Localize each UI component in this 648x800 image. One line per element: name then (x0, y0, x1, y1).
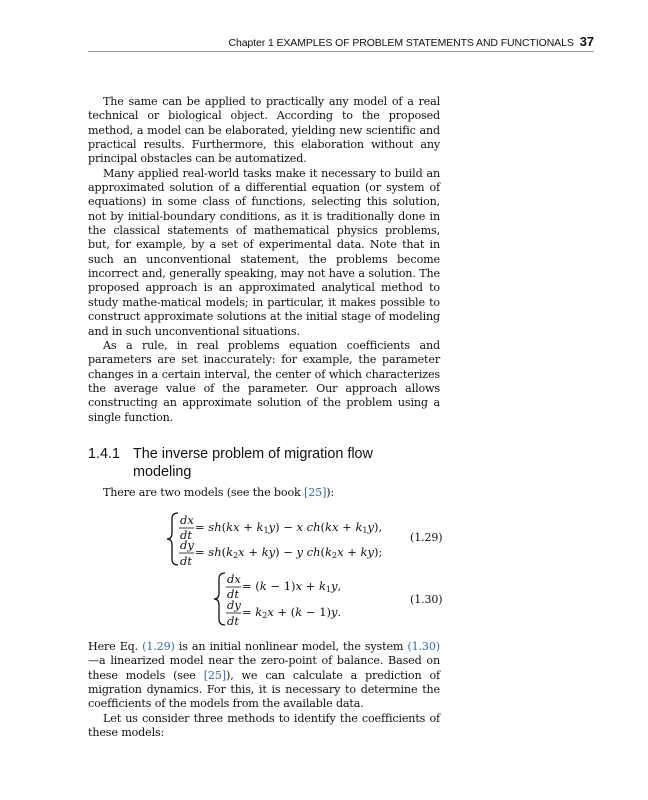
paragraph-1: The same can be applied to practically any model of a real technical or biological object. According to the proposed method, a model can be elaborated, yielding new scientific and practical results. Furthermore, this elaboration without any principal obstacles can be automatized. (88, 95, 440, 166)
running-head-chapter: Chapter 1 EXAMPLES OF PROBLEM STATEMENTS AND FUNCTIONALS (228, 37, 574, 49)
paragraph-3: As a rule, in real problems equation coefficients and parameters are set inaccurately: for example, the parameter changes in a certain interval, the center of which characterizes the average value of the parameter. Our approach allows constructing an approximate solution of the problem using a single function. (88, 338, 440, 424)
equation-number-1-29: (1.29) (410, 531, 443, 544)
paragraph-after-equations (88, 640, 440, 712)
left-brace-1-29 (167, 513, 178, 565)
equation-link-1-30[interactable]: (1.30) (407, 640, 440, 653)
after-eq-text-d: ), we can calculate a prediction of migration dynamics. For this, it is necessary to determine the coefficients of the models from the available data. (88, 668, 440, 711)
equation-number-1-30: (1.30) (410, 593, 443, 606)
body-text-final (88, 712, 440, 741)
after-eq-text-a: Here Eq. (88, 640, 143, 653)
page-number: 37 (579, 34, 594, 49)
reference-link-25[interactable]: [25] (304, 486, 327, 499)
paragraph-methods: Let us consider three methods to identify the coefficients of these models: (88, 712, 440, 740)
reference-link-25-b[interactable]: [25] (203, 668, 226, 682)
section-title: The inverse problem of migration flow modeling (133, 446, 373, 480)
eq2-line1-rhs: = (k − 1)x + k1y, (242, 579, 342, 594)
eq1-line2-rhs: = sh(k2x + ky) − y ch(k2x + ky); (195, 545, 383, 560)
after-eq-text-b: is an initial nonlinear model, the system (174, 640, 408, 653)
eq2-dx: dx (227, 572, 241, 586)
eq2-dy: dy (227, 598, 241, 612)
equation-1-30 (214, 572, 341, 628)
eq1-line1-rhs: = sh(kx + k1y) − x ch(kx + k1y), (195, 520, 383, 535)
after-eq-text-c: —a linearized model near the zero-point of balance. Based on these models (see (88, 654, 440, 682)
paragraph-2: Many applied real-world tasks make it necessary to build an approximated solution of a differential equation (or system of equations) in some class of functions, selecting this solution, not by initial-boundary conditions, as it is traditionally done in the classical statements of mathematical physics problems, but, for example, by a set of experimental data. Note that in such an unconventional statement, the problems become incorrect and, generally speaking, may not have a solution. The proposed approach is an approximated analytical method to study mathe-matical models; in particular, it makes possible to construct approximate solutions at the initial stage of modeling and in such unconventional situations. (88, 166, 440, 338)
equation-link-1-29[interactable]: (1.29) (142, 640, 175, 653)
intro-suffix: ): (326, 486, 335, 499)
intro-prefix: There are two models (see the book (103, 486, 305, 499)
eq1-dt-1: dt (180, 528, 192, 542)
section-number: 1.4.1 (88, 446, 121, 462)
eq2-dt-2: dt (227, 614, 239, 628)
eq1-dt-2: dt (180, 554, 192, 568)
eq2-dt-1: dt (227, 587, 239, 601)
eq1-dx: dx (180, 513, 194, 527)
left-brace-1-30 (214, 573, 225, 625)
eq1-dy: dy (180, 538, 194, 552)
equation-1-29 (167, 513, 382, 568)
eq2-line2-rhs: = k2x + (k − 1)y. (242, 605, 342, 620)
body-text-bottom (88, 640, 440, 712)
